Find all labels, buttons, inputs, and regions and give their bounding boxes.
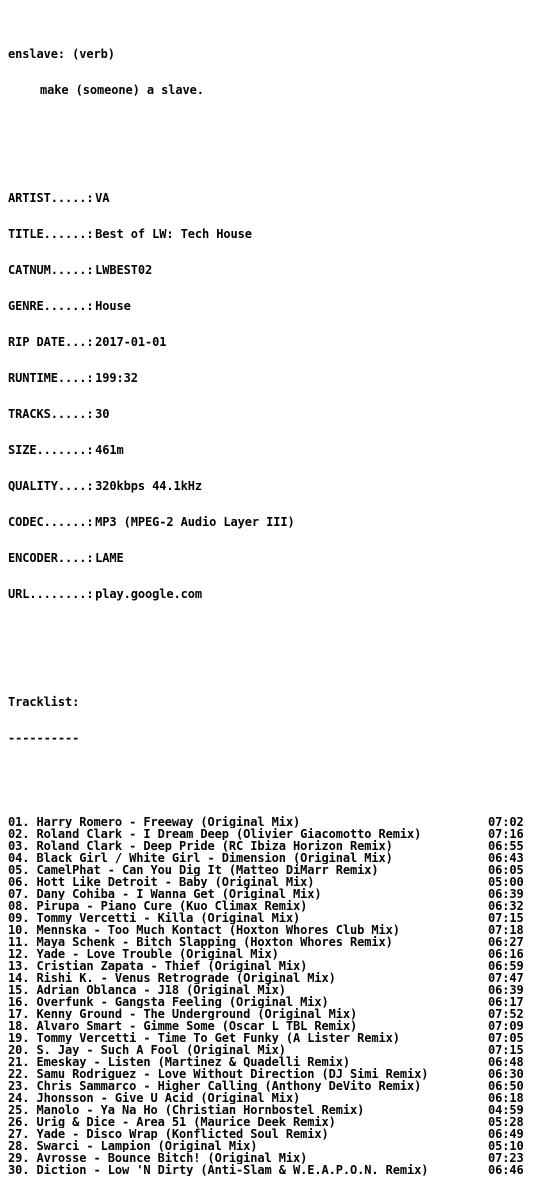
track-row	[8, 1140, 528, 1152]
track-row	[8, 1164, 528, 1176]
nfo-document	[8, 24, 528, 1188]
track-duration: 06:55	[488, 839, 524, 853]
info-key: ARTIST.....:	[8, 191, 94, 205]
track-row	[8, 816, 528, 828]
track-duration: 06:48	[488, 1055, 524, 1069]
track-title: 13. Cristian Zapata - Thief (Original Mix)	[8, 960, 308, 972]
track-title: 03. Roland Clark - Deep Pride (RC Ibiza Horizon Remix)	[8, 840, 393, 852]
track-duration: 07:09	[488, 1019, 524, 1033]
info-key: TITLE......:	[8, 227, 94, 241]
track-duration: 07:52	[488, 1007, 524, 1021]
info-key: TRACKS.....:	[8, 407, 94, 421]
info-value: 199:32	[95, 371, 138, 385]
track-row	[8, 1104, 528, 1116]
info-value: 320kbps 44.1kHz	[95, 479, 202, 493]
track-row	[8, 948, 528, 960]
track-duration: 06:27	[488, 935, 524, 949]
track-duration: 07:16	[488, 827, 524, 841]
track-row	[8, 1080, 528, 1092]
info-row-size	[8, 444, 528, 456]
info-value: 461m	[95, 443, 124, 457]
track-duration: 07:18	[488, 923, 524, 937]
info-value: play.google.com	[95, 587, 202, 601]
track-title: 16. Overfunk - Gangsta Feeling (Original Mix)	[8, 996, 329, 1008]
track-title: 22. Samu Rodriguez - Love Without Direction (DJ Simi Remix)	[8, 1068, 429, 1080]
track-row	[8, 864, 528, 876]
track-title: 20. S. Jay - Such A Fool (Original Mix)	[8, 1044, 286, 1056]
info-value: 2017-01-01	[95, 335, 167, 349]
info-key: RUNTIME....:	[8, 371, 94, 385]
track-title: 05. CamelPhat - Can You Dig It (Matteo DiMarr Remix)	[8, 864, 379, 876]
info-key: SIZE.......:	[8, 443, 94, 457]
track-duration: 06:49	[488, 1127, 524, 1141]
spacer	[8, 120, 528, 132]
track-duration: 05:10	[488, 1139, 524, 1153]
track-title: 23. Chris Sammarco - Higher Calling (Anthony DeVito Remix)	[8, 1080, 422, 1092]
track-row	[8, 828, 528, 840]
track-duration: 07:23	[488, 1151, 524, 1165]
track-title: 28. Swarci - Lampion (Original Mix)	[8, 1140, 258, 1152]
track-duration: 06:16	[488, 947, 524, 961]
track-title: 15. Adrian Oblanca - J18 (Original Mix)	[8, 984, 286, 996]
release-info	[8, 168, 528, 624]
spacer	[8, 768, 528, 780]
info-value: MP3 (MPEG-2 Audio Layer III)	[95, 515, 295, 529]
info-value: LWBEST02	[95, 263, 153, 277]
info-row-rip-date	[8, 336, 528, 348]
track-duration: 06:46	[488, 1163, 524, 1177]
track-duration: 06:59	[488, 959, 524, 973]
track-duration: 06:39	[488, 887, 524, 901]
track-row	[8, 1116, 528, 1128]
track-duration: 06:50	[488, 1079, 524, 1093]
definition-text: make (someone) a slave.	[40, 83, 204, 97]
track-title: 02. Roland Clark - I Dream Deep (Olivier Giacomotto Remix)	[8, 828, 422, 840]
info-key: CATNUM.....:	[8, 263, 94, 277]
track-duration: 06:17	[488, 995, 524, 1009]
track-row	[8, 1092, 528, 1104]
info-key: QUALITY....:	[8, 479, 94, 493]
track-duration: 07:15	[488, 911, 524, 925]
track-title: 08. Pirupa - Piano Cure (Kuo Climax Remix)	[8, 900, 308, 912]
info-row-codec	[8, 516, 528, 528]
track-duration: 07:47	[488, 971, 524, 985]
track-row	[8, 984, 528, 996]
track-duration: 07:15	[488, 1043, 524, 1057]
info-value: LAME	[95, 551, 124, 565]
info-value: Best of LW: Tech House	[95, 227, 252, 241]
track-duration: 06:43	[488, 851, 524, 865]
track-row	[8, 1056, 528, 1068]
info-row-encoder	[8, 552, 528, 564]
track-row	[8, 1008, 528, 1020]
track-title: 10. Mennska - Too Much Kontact (Hoxton Whores Club Mix)	[8, 924, 400, 936]
info-row-genre	[8, 300, 528, 312]
info-value: 30	[95, 407, 110, 421]
track-duration: 06:30	[488, 1067, 524, 1081]
info-row-quality	[8, 480, 528, 492]
track-row	[8, 876, 528, 888]
spacer	[8, 660, 528, 672]
track-duration: 06:32	[488, 899, 524, 913]
definition-term: enslave: (verb)	[8, 47, 115, 61]
tracklist-heading: Tracklist:	[8, 695, 80, 709]
info-row-runtime	[8, 372, 528, 384]
track-row	[8, 888, 528, 900]
track-title: 26. Urig & Dice - Area 51 (Maurice Deek Remix)	[8, 1116, 336, 1128]
track-title: 29. Avrosse - Bounce Bitch! (Original Mix)	[8, 1152, 308, 1164]
track-duration: 04:59	[488, 1103, 524, 1117]
track-row	[8, 972, 528, 984]
info-key: URL........:	[8, 587, 94, 601]
info-key: ENCODER....:	[8, 551, 94, 565]
track-row	[8, 840, 528, 852]
track-title: 11. Maya Schenk - Bitch Slapping (Hoxton Whores Remix)	[8, 936, 393, 948]
track-title: 14. Rishi K. - Venus Retrograde (Original Mix)	[8, 972, 336, 984]
track-title: 01. Harry Romero - Freeway (Original Mix)	[8, 816, 301, 828]
track-row	[8, 1128, 528, 1140]
info-row-artist	[8, 192, 528, 204]
info-value: House	[95, 299, 131, 313]
track-title: 25. Manolo - Ya Na Ho (Christian Hornbostel Remix)	[8, 1104, 365, 1116]
track-duration: 06:18	[488, 1091, 524, 1105]
track-title: 07. Dany Cohiba - I Wanna Get (Original Mix)	[8, 888, 322, 900]
track-title: 17. Kenny Ground - The Underground (Original Mix)	[8, 1008, 358, 1020]
track-row	[8, 1068, 528, 1080]
track-duration: 06:39	[488, 983, 524, 997]
track-row	[8, 936, 528, 948]
track-title: 12. Yade - Love Trouble (Original Mix)	[8, 948, 279, 960]
track-title: 27. Yade - Disco Wrap (Konflicted Soul Remix)	[8, 1128, 329, 1140]
track-title: 04. Black Girl / White Girl - Dimension (Original Mix)	[8, 852, 393, 864]
track-title: 24. Jhonsson - Give U Acid (Original Mix)	[8, 1092, 301, 1104]
track-duration: 05:28	[488, 1115, 524, 1129]
tracklist-underline: ----------	[8, 731, 80, 745]
info-row-url	[8, 588, 528, 600]
track-title: 30. Diction - Low 'N Dirty (Anti-Slam & W.E.A.P.O.N. Remix)	[8, 1164, 429, 1176]
track-row	[8, 996, 528, 1008]
track-row	[8, 1044, 528, 1056]
track-row	[8, 900, 528, 912]
track-row	[8, 1032, 528, 1044]
track-row	[8, 924, 528, 936]
track-duration: 06:05	[488, 863, 524, 877]
track-duration: 07:02	[488, 815, 524, 829]
track-title: 09. Tommy Vercetti - Killa (Original Mix)	[8, 912, 301, 924]
track-row	[8, 852, 528, 864]
tracklist	[8, 816, 528, 1176]
track-title: 18. Alvaro Smart - Gimme Some (Oscar L TBL Remix)	[8, 1020, 358, 1032]
info-row-tracks	[8, 408, 528, 420]
track-row	[8, 1152, 528, 1164]
info-row-title	[8, 228, 528, 240]
track-row	[8, 1020, 528, 1032]
track-title: 06. Hott Like Detroit - Baby (Original Mix)	[8, 876, 315, 888]
track-title: 19. Tommy Vercetti - Time To Get Funky (A Lister Remix)	[8, 1032, 400, 1044]
track-row	[8, 960, 528, 972]
info-value: VA	[95, 191, 110, 205]
track-duration: 07:05	[488, 1031, 524, 1045]
track-row	[8, 912, 528, 924]
info-key: CODEC......:	[8, 515, 94, 529]
info-key: GENRE......:	[8, 299, 94, 313]
track-duration: 05:00	[488, 875, 524, 889]
info-row-catnum	[8, 264, 528, 276]
info-key: RIP DATE...:	[8, 335, 94, 349]
track-title: 21. Emeskay - Listen (Martinez & Quadelli Remix)	[8, 1056, 350, 1068]
